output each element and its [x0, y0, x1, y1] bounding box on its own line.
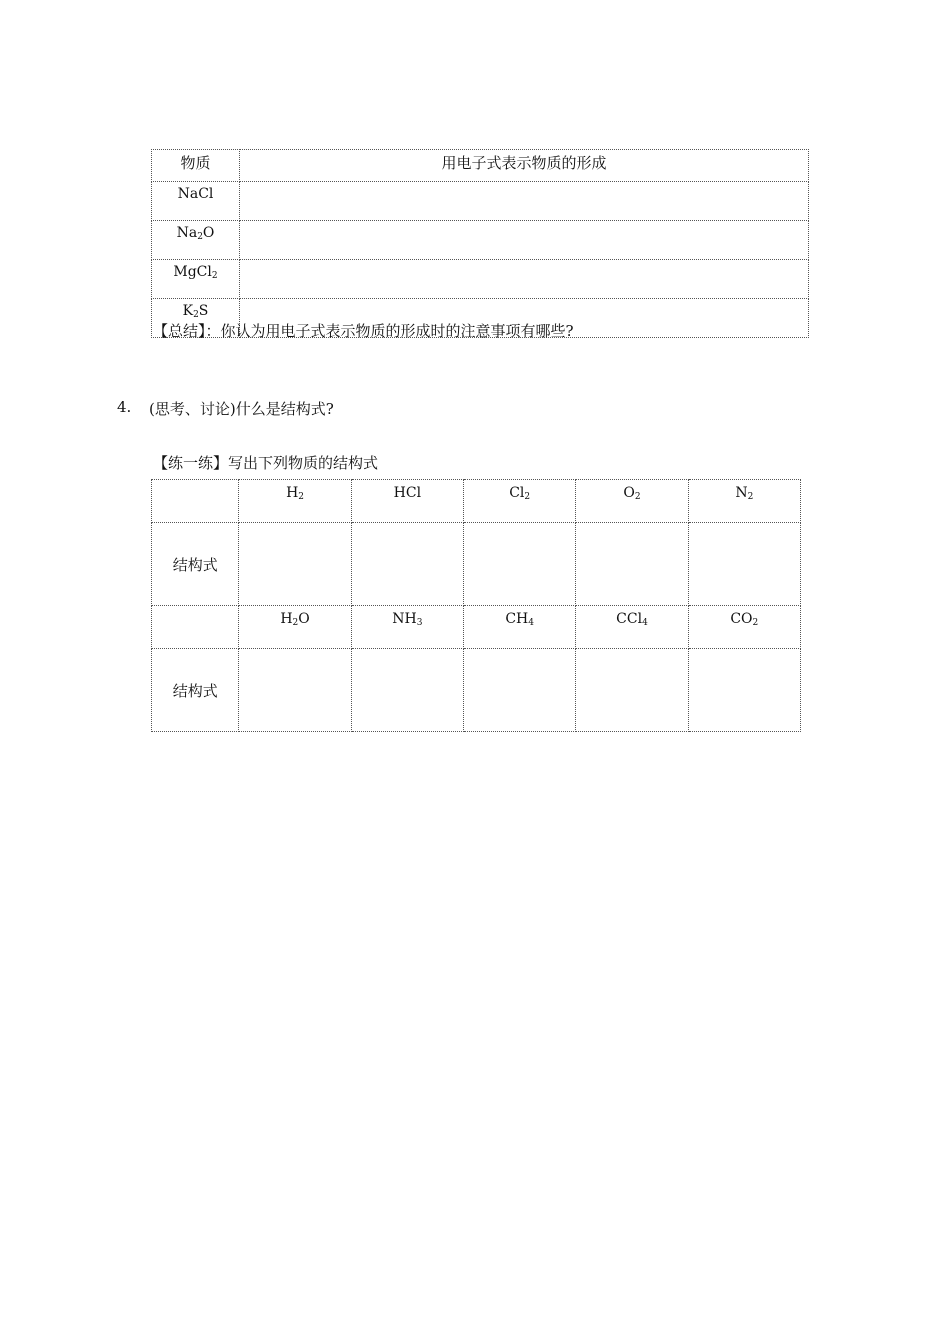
table-header-row: [152, 150, 809, 182]
answer-cell[interactable]: [239, 649, 351, 732]
table-row: [152, 221, 809, 260]
electron-formula-table: [151, 149, 809, 338]
question-text: (思考、讨论)什么是结构式?: [149, 400, 334, 418]
structural-formula-table: [151, 479, 801, 732]
substance-ccl4: CCl$_4$: [576, 606, 688, 649]
table-row: [152, 480, 801, 523]
answer-cell[interactable]: [240, 221, 809, 260]
answer-cell[interactable]: [688, 649, 800, 732]
substance-k2s: $K_2S$: [152, 299, 240, 338]
substance-h2o: $H_2O$: [239, 606, 351, 649]
answer-cell[interactable]: [464, 649, 576, 732]
table-row: [152, 523, 801, 606]
answer-cell[interactable]: [239, 523, 351, 606]
summary-question: 【总结】：你认为用电子式表示物质的形成时的注意事项有哪些?: [153, 322, 574, 340]
answer-cell[interactable]: [576, 649, 688, 732]
answer-cell[interactable]: [240, 260, 809, 299]
substance-co2: $CO_2$: [688, 606, 800, 649]
answer-cell[interactable]: [464, 523, 576, 606]
row-label: 结构式: [152, 649, 239, 732]
substance-cl2: $Cl_2$: [464, 480, 576, 523]
table-row: [152, 649, 801, 732]
corner-cell: [152, 606, 239, 649]
answer-cell[interactable]: [576, 523, 688, 606]
answer-cell[interactable]: [240, 182, 809, 221]
substance-o2: $O_2$: [576, 480, 688, 523]
table-row: [152, 260, 809, 299]
question-number: 4.: [117, 398, 132, 416]
table-row: [152, 606, 801, 649]
header-formation: 用电子式表示物质的形成: [240, 150, 809, 182]
row-label: 结构式: [152, 523, 239, 606]
header-substance: 物质: [152, 150, 240, 182]
substance-ch4: $CH_4$: [464, 606, 576, 649]
substance-hcl: HCl: [351, 480, 463, 523]
substance-nh3: $NH_3$: [351, 606, 463, 649]
table-row: [152, 182, 809, 221]
practice-heading: 【练一练】写出下列物质的结构式: [153, 454, 379, 472]
answer-cell[interactable]: [351, 523, 463, 606]
answer-cell[interactable]: [688, 523, 800, 606]
corner-cell: [152, 480, 239, 523]
substance-nacl: NaCl: [152, 182, 240, 221]
answer-cell[interactable]: [351, 649, 463, 732]
substance-mgcl2: MgCl$_2$: [152, 260, 240, 299]
substance-h2: $H_2$: [239, 480, 351, 523]
substance-n2: $N_2$: [688, 480, 800, 523]
substance-na2o: $Na_2O$: [152, 221, 240, 260]
